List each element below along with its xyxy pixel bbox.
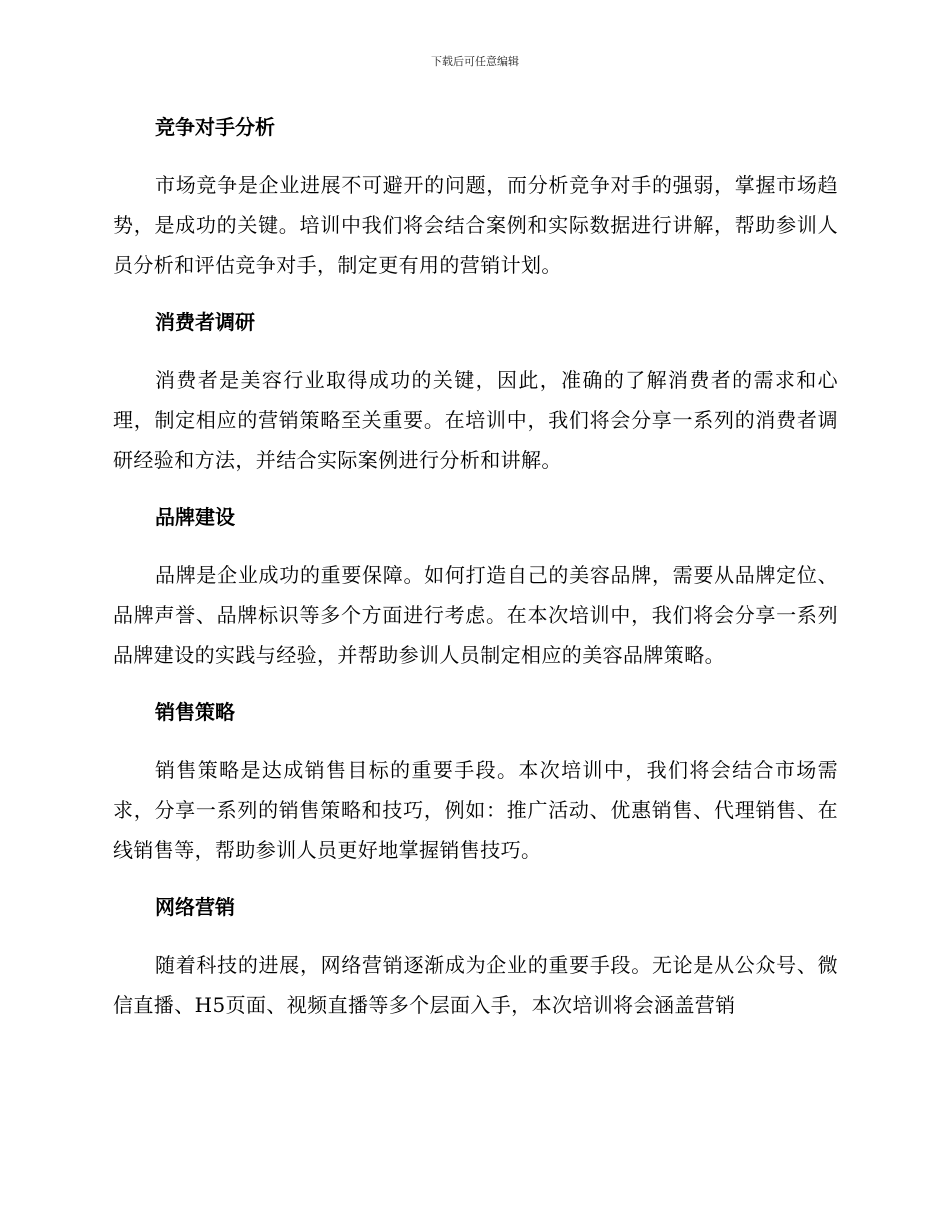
section-paragraph: 消费者是美容行业取得成功的关键，因此，准确的了解消费者的需求和心理，制定相应的营销策略至关重要。在培训中，我们将会分享一系列的消费者调研经验和方法，并结合实际案例进行分析和讲解。 xyxy=(113,368,838,472)
section-online-marketing xyxy=(113,890,838,1025)
section-paragraph: 随着科技的进展，网络营销逐渐成为企业的重要手段。无论是从公众号、微信直播、H5页面、视频直播等多个层面入手，本次培训将会涵盖营销 xyxy=(113,953,838,1017)
section-sales-strategy xyxy=(113,695,838,870)
section-paragraph: 市场竞争是企业进展不可避开的问题，而分析竞争对手的强弱，掌握市场趋势，是成功的关键。培训中我们将会结合案例和实际数据进行讲解，帮助参训人员分析和评估竞争对手，制定更有用的营销计划。 xyxy=(113,173,838,277)
section-heading: 消费者调研 xyxy=(155,310,255,334)
section-heading: 品牌建设 xyxy=(155,505,235,529)
document-body xyxy=(113,110,838,1045)
section-paragraph: 品牌是企业成功的重要保障。如何打造自己的美容品牌，需要从品牌定位、品牌声誉、品牌标识等多个方面进行考虑。在本次培训中，我们将会分享一系列品牌建设的实践与经验，并帮助参训人员制定相应的美容品牌策略。 xyxy=(113,563,838,667)
section-heading: 竞争对手分析 xyxy=(155,115,275,139)
section-brand-building xyxy=(113,500,838,675)
section-paragraph: 销售策略是达成销售目标的重要手段。本次培训中，我们将会结合市场需求，分享一系列的销售策略和技巧，例如：推广活动、优惠销售、代理销售、在线销售等，帮助参训人员更好地掌握销售技巧。 xyxy=(113,758,838,862)
section-competitor-analysis xyxy=(113,110,838,285)
page-header: 下载后可任意编辑 xyxy=(431,55,519,68)
section-heading: 销售策略 xyxy=(155,700,235,724)
section-heading: 网络营销 xyxy=(155,895,235,919)
section-consumer-research xyxy=(113,305,838,480)
